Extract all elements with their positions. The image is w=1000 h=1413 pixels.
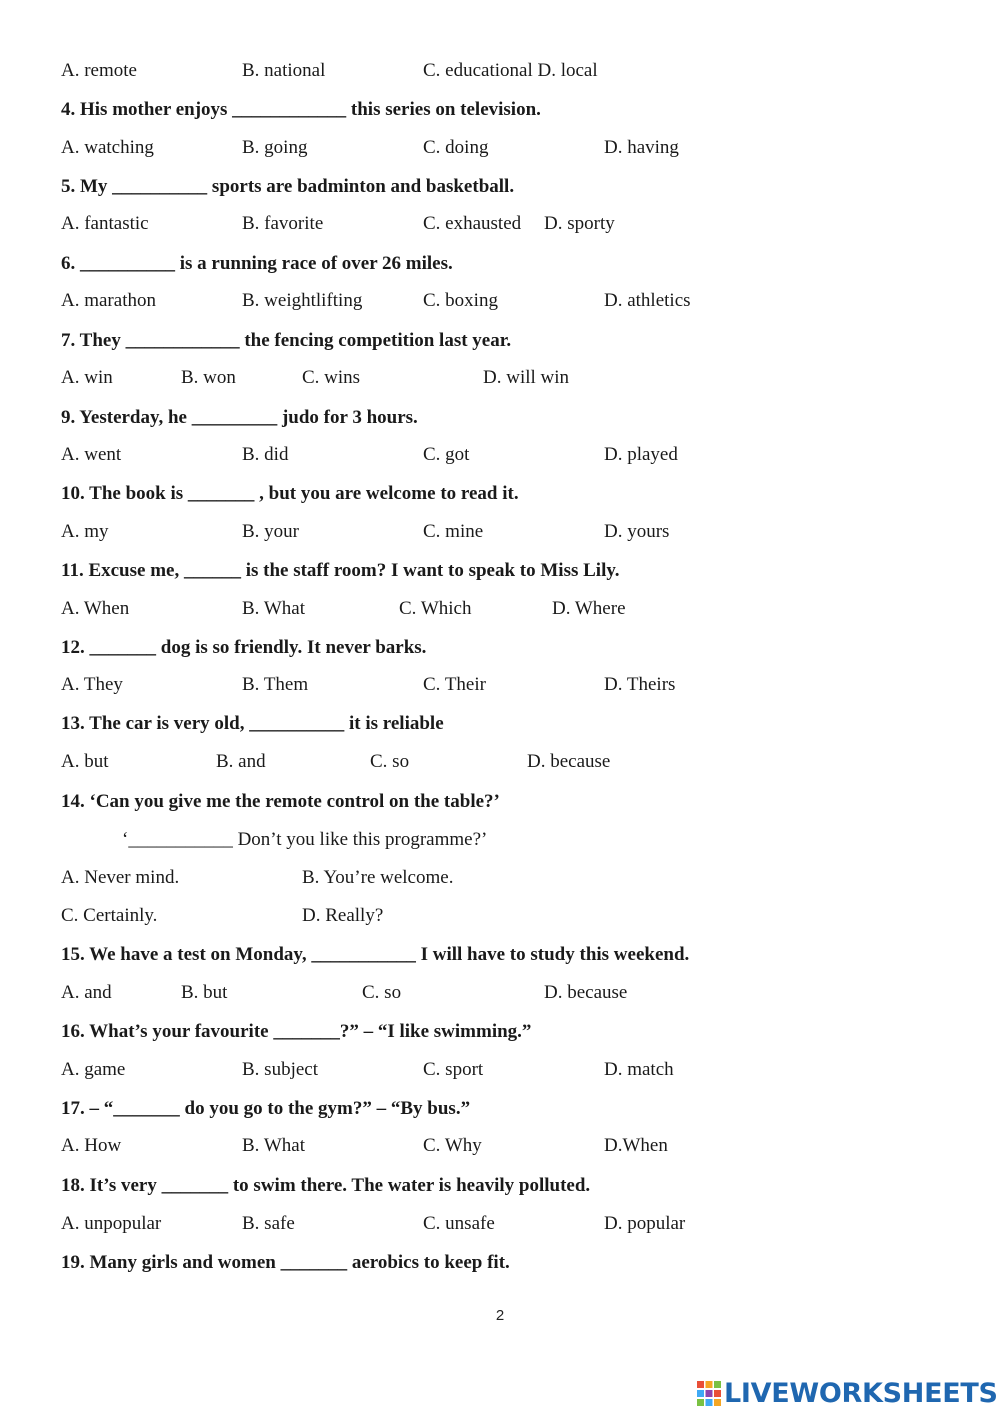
answer-option[interactable]: B. subject [242, 1059, 318, 1080]
answer-option[interactable]: D. will win [483, 367, 570, 388]
answer-option[interactable]: D. athletics [604, 290, 691, 311]
answer-options-row [0, 827, 1000, 853]
answer-option[interactable]: C. unsafe [423, 1213, 495, 1234]
answer-options-row [0, 288, 1000, 314]
answer-option[interactable]: C. exhausted [423, 213, 522, 234]
question-text: 12. _______ dog is so friendly. It never barks. [61, 637, 427, 658]
answer-option[interactable]: D. Theirs [604, 674, 676, 695]
question-text: 10. The book is _______ , but you are welcome to read it. [61, 483, 519, 504]
answer-option[interactable]: C. Their [423, 674, 486, 695]
question-text: 19. Many girls and women _______ aerobics to keep fit. [61, 1252, 510, 1273]
answer-option[interactable]: C. boxing [423, 290, 498, 311]
answer-option[interactable]: A. fantastic [61, 213, 149, 234]
answer-option[interactable]: A. and [61, 982, 112, 1003]
answer-option[interactable]: C. got [423, 444, 470, 465]
answer-option[interactable]: D. Where [552, 598, 626, 619]
answer-options-row [0, 1211, 1000, 1237]
answer-option[interactable]: B. safe [242, 1213, 295, 1234]
answer-options-row [0, 365, 1000, 391]
question-text: 5. My __________ sports are badminton and basketball. [61, 176, 515, 197]
answer-option[interactable]: A. remote [61, 60, 137, 81]
answer-option[interactable]: A. but [61, 751, 109, 772]
answer-option[interactable]: D. having [604, 137, 679, 158]
answer-option[interactable]: A. marathon [61, 290, 156, 311]
answer-option[interactable]: B. national [242, 60, 326, 81]
answer-options-row [0, 135, 1000, 161]
answer-option[interactable]: A. When [61, 598, 130, 619]
liveworksheets-logo-icon [696, 1380, 722, 1408]
answer-option[interactable]: A. my [61, 521, 109, 542]
answer-option[interactable]: A. went [61, 444, 122, 465]
answer-option[interactable]: C. educational D. local [423, 60, 598, 81]
question-text: 14. ‘Can you give me the remote control on the table?’ [61, 791, 500, 812]
answer-options-row [0, 211, 1000, 237]
answer-option[interactable]: B. weightlifting [242, 290, 363, 311]
answer-option[interactable]: B. your [242, 521, 299, 542]
answer-option[interactable]: A. watching [61, 137, 154, 158]
answer-options-row [0, 672, 1000, 698]
page-number: 2 [495, 1307, 505, 1324]
question-text: 15. We have a test on Monday, ___________ I will have to study this weekend. [61, 944, 690, 965]
answer-option[interactable]: C. mine [423, 521, 484, 542]
answer-option[interactable]: D. match [604, 1059, 674, 1080]
question-text: 16. What’s your favourite _______?” – “I like swimming.” [61, 1021, 532, 1042]
answer-option[interactable]: D. played [604, 444, 678, 465]
answer-option[interactable]: B. and [216, 751, 266, 772]
answer-options-row [0, 865, 1000, 891]
answer-option[interactable]: B. What [242, 598, 305, 619]
answer-option[interactable]: A. They [61, 674, 123, 695]
answer-option[interactable]: D. because [544, 982, 628, 1003]
question-text: 7. They ____________ the fencing competition last year. [61, 330, 512, 351]
question-text: 6. __________ is a running race of over 26 miles. [61, 253, 453, 274]
answer-options-row [0, 980, 1000, 1006]
answer-option[interactable]: D. sporty [544, 213, 615, 234]
answer-option[interactable]: B. but [181, 982, 228, 1003]
answer-option[interactable]: A. How [61, 1135, 122, 1156]
answer-option[interactable]: B. favorite [242, 213, 324, 234]
answer-options-row [0, 1133, 1000, 1159]
answer-options-row [0, 58, 1000, 84]
answer-option[interactable]: B. won [181, 367, 236, 388]
answer-option[interactable]: C. Certainly. [61, 905, 158, 926]
question-text: 13. The car is very old, __________ it is reliable [61, 713, 444, 734]
answer-option[interactable]: C. Why [423, 1135, 482, 1156]
answer-option[interactable]: A. game [61, 1059, 126, 1080]
answer-option[interactable]: A. win [61, 367, 113, 388]
answer-option[interactable]: C. doing [423, 137, 489, 158]
answer-option[interactable]: ‘___________ Don’t you like this programme?’ [122, 829, 488, 850]
answer-option[interactable]: D. yours [604, 521, 670, 542]
answer-option[interactable]: D. popular [604, 1213, 686, 1234]
answer-option[interactable]: A. Never mind. [61, 867, 180, 888]
answer-option[interactable]: B. What [242, 1135, 305, 1156]
answer-option[interactable]: D. because [527, 751, 611, 772]
logo-text: LIVEWORKSHEETS [724, 1378, 998, 1409]
answer-option[interactable]: B. Them [242, 674, 309, 695]
answer-option[interactable]: D. Really? [302, 905, 384, 926]
answer-options-row [0, 903, 1000, 929]
answer-options-row [0, 749, 1000, 775]
answer-options-row [0, 442, 1000, 468]
liveworksheets-logo[interactable] [696, 1377, 996, 1411]
answer-option[interactable]: C. sport [423, 1059, 484, 1080]
answer-option[interactable]: B. did [242, 444, 289, 465]
question-text: 17. – “_______ do you go to the gym?” – “By bus.” [61, 1098, 471, 1119]
question-text: 11. Excuse me, ______ is the staff room? I want to speak to Miss Lily. [61, 560, 620, 581]
answer-option[interactable]: C. Which [399, 598, 472, 619]
answer-options-row [0, 519, 1000, 545]
question-text: 18. It’s very _______ to swim there. The water is heavily polluted. [61, 1175, 591, 1196]
answer-option[interactable]: B. You’re welcome. [302, 867, 454, 888]
answer-option[interactable]: C. wins [302, 367, 361, 388]
question-text: 4. His mother enjoys ____________ this series on television. [61, 99, 541, 120]
answer-options-row [0, 596, 1000, 622]
answer-options-row [0, 1057, 1000, 1083]
answer-option[interactable]: C. so [370, 751, 410, 772]
answer-option[interactable]: D.When [604, 1135, 668, 1156]
answer-option[interactable]: B. going [242, 137, 308, 158]
answer-option[interactable]: C. so [362, 982, 402, 1003]
answer-option[interactable]: A. unpopular [61, 1213, 162, 1234]
question-text: 9. Yesterday, he _________ judo for 3 hours. [61, 407, 418, 428]
